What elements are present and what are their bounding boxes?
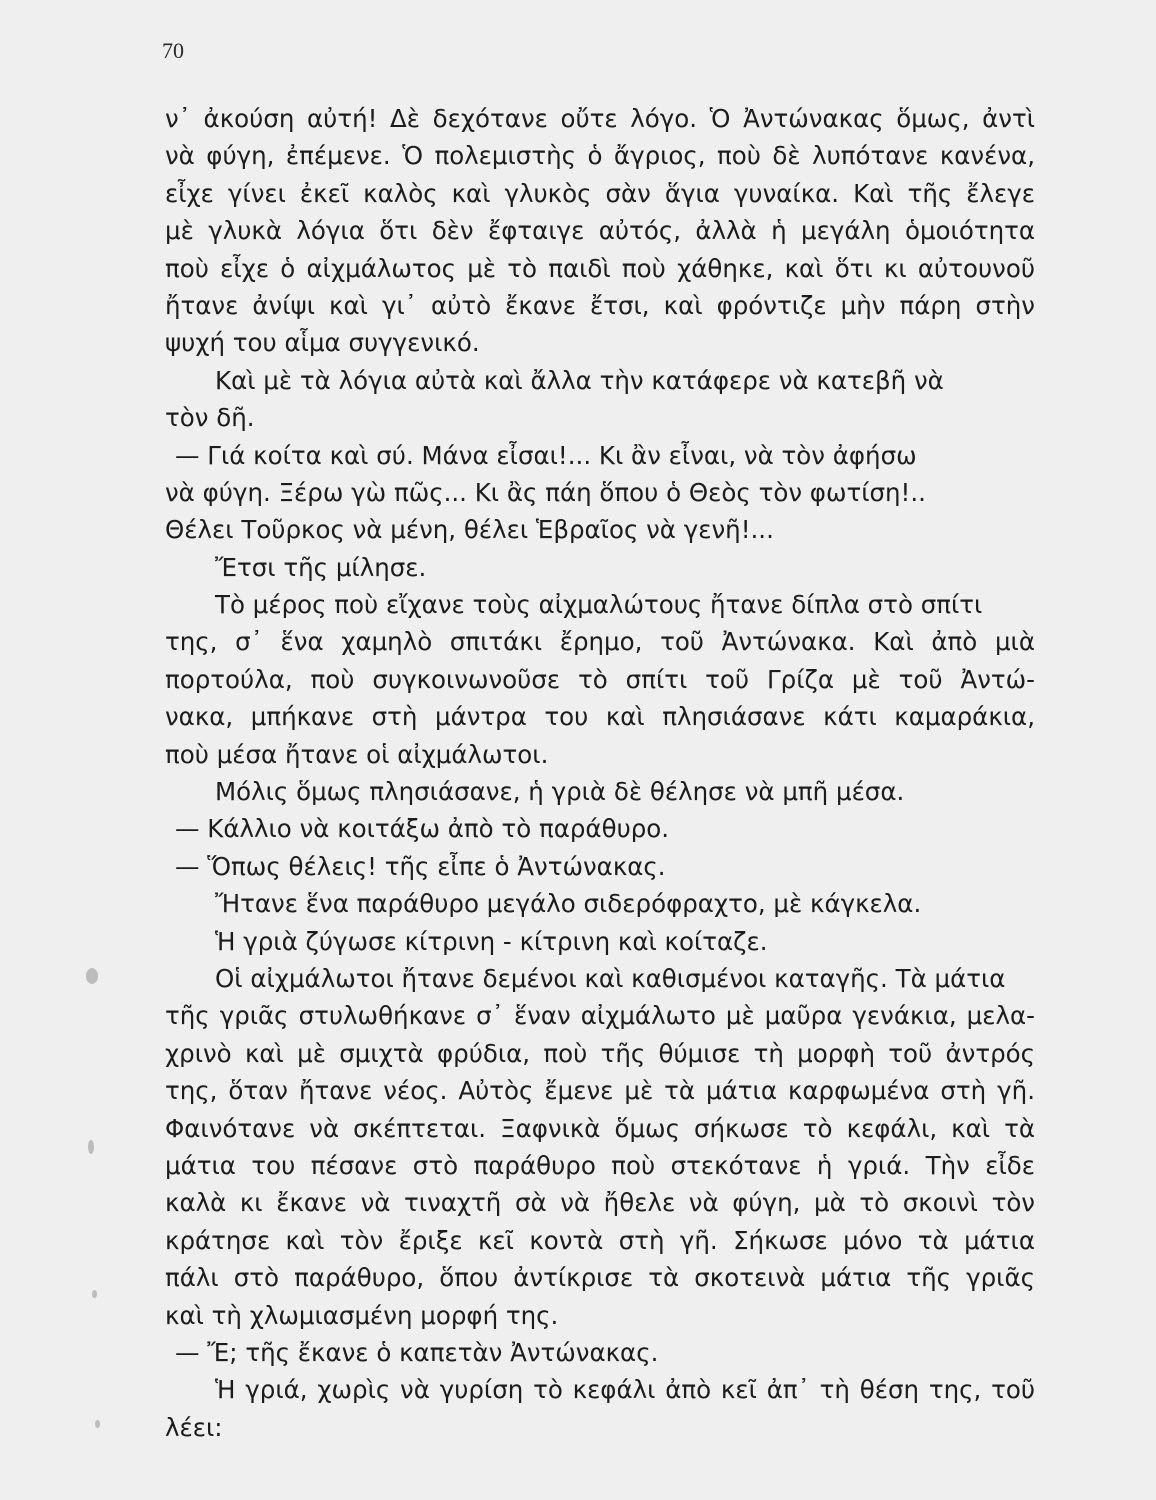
text-line: — Γιά κοίτα καὶ σύ. Μάνα εἶσαι!... Κι ἂν εἶναι, νὰ τὸν ἀφήσω [175, 440, 917, 470]
text-line: — Ὅπως θέλεις! τῆς εἶπε ὁ Ἀντώνακας. [175, 851, 666, 881]
body-text [165, 100, 1035, 1446]
text-line: λέει: [165, 1412, 223, 1442]
text-line: Ἤτανε ἕνα παράθυρο μεγάλο σιδερόφραχτο, μὲ κάγκελα. [215, 889, 922, 919]
text-line: νακα, μπήκανε στὴ μάντρα του καὶ πλησιάσανε κάτι καμαράκια, [165, 702, 1035, 732]
scan-speck [88, 1140, 94, 1154]
scan-speck [92, 1290, 97, 1298]
text-line: Φαινότανε νὰ σκέπτεται. Ξαφνικὰ ὅμως σήκωσε τὸ κεφάλι, καὶ τὰ [165, 1113, 1035, 1143]
text-line: Ἡ γριά, χωρὶς νὰ γυρίση τὸ κεφάλι ἀπὸ κεῖ ἀπ᾽ τὴ θέση της, τοῦ [215, 1375, 1035, 1405]
text-line: εἶχε γίνει ἐκεῖ καλὸς καὶ γλυκὸς σὰν ἅγια γυναίκα. Καὶ τῆς ἔλεγε [165, 178, 1035, 208]
text-line: νὰ φύγη, ἐπέμενε. Ὁ πολεμιστὴς ὁ ἄγριος, ποὺ δὲ λυπότανε κανένα, [165, 141, 1035, 171]
text-line: Καὶ μὲ τὰ λόγια αὐτὰ καὶ ἄλλα τὴν κατάφερε νὰ κατεβῆ νὰ [215, 365, 944, 395]
text-line: ποὺ εἶχε ὁ αἰχμάλωτος μὲ τὸ παιδὶ ποὺ χάθηκε, καὶ ὅτι κι αὐτουνοῦ [165, 253, 1035, 283]
text-line: Μόλις ὅμως πλησιάσανε, ἡ γριὰ δὲ θέλησε νὰ μπῆ μέσα. [215, 777, 905, 807]
text-line: Τὸ μέρος ποὺ εἴχανε τοὺς αἰχμαλώτους ἤτανε δίπλα στὸ σπίτι [215, 590, 983, 620]
text-line: ποὺ μέσα ἤτανε οἱ αἰχμάλωτοι. [165, 739, 549, 769]
scan-speck [95, 1420, 100, 1428]
text-line: της, σ᾽ ἕνα χαμηλὸ σπιτάκι ἔρημο, τοῦ Ἀντώνακα. Καὶ ἀπὸ μιὰ [165, 627, 1035, 657]
text-line: — Ἔ; τῆς ἔκανε ὁ καπετὰν Ἀντώνακας. [175, 1337, 659, 1367]
scan-speck [86, 968, 98, 984]
text-line: Οἱ αἰχμάλωτοι ἤτανε δεμένοι καὶ καθισμένοι καταγῆς. Τὰ μάτια [215, 963, 1006, 993]
text-line: τῆς γριᾶς στυλωθήκανε σ᾽ ἕναν αἰχμάλωτο μὲ μαῦρα γενάκια, μελα- [165, 1001, 1035, 1031]
text-line: νὰ φύγη. Ξέρω γὼ πῶς... Κι ἂς πάη ὅπου ὁ Θεὸς τὸν φωτίση!.. [165, 477, 926, 507]
text-line: ψυχή του αἷμα συγγενικό. [165, 328, 480, 358]
text-line: της, ὅταν ἤτανε νέος. Αὐτὸς ἔμενε μὲ τὰ μάτια καρφωμένα στὴ γῆ. [165, 1076, 1035, 1106]
text-line: καλὰ κι ἔκανε νὰ τιναχτῆ σὰ νὰ ἤθελε νὰ φύγη, μὰ τὸ σκοινὶ τὸν [165, 1188, 1035, 1218]
text-line: κράτησε καὶ τὸν ἔριξε κεῖ κοντὰ στὴ γῆ. Σήκωσε μόνο τὰ μάτια [165, 1225, 1035, 1255]
text-line: — Κάλλιο νὰ κοιτάξω ἀπὸ τὸ παράθυρο. [175, 814, 670, 844]
page-number: 70 [162, 38, 184, 63]
text-line: μὲ γλυκὰ λόγια ὅτι δὲν ἔφταιγε αὐτός, ἀλλὰ ἡ μεγάλη ὁμοιότητα [165, 216, 1035, 246]
text-line: πάλι στὸ παράθυρο, ὅπου ἀντίκρισε τὰ σκοτεινὰ μάτια τῆς γριᾶς [165, 1263, 1035, 1293]
text-line: Ἡ γριὰ ζύγωσε κίτρινη - κίτρινη καὶ κοίταζε. [215, 926, 768, 956]
text-line: Ἔτσι τῆς μίλησε. [215, 552, 427, 582]
text-line: Θέλει Τοῦρκος νὰ μένη, θέλει Ἑβραῖος νὰ γενῆ!... [165, 515, 774, 545]
text-line: πορτούλα, ποὺ συγκοινωνοῦσε τὸ σπίτι τοῦ Γρίζα μὲ τοῦ Ἀντώ- [165, 664, 1035, 694]
text-line: ν᾽ ἀκούση αὐτή! Δὲ δεχότανε οὔτε λόγο. Ὁ Ἀντώνακας ὅμως, ἀντὶ [165, 104, 1035, 133]
text-line: καὶ τὴ χλωμιασμένη μορφή της. [165, 1300, 559, 1330]
text-line: ἤτανε ἀνίψι καὶ γι᾽ αὐτὸ ἔκανε ἔτσι, καὶ φρόντιζε μὴν πάρη στὴν [165, 290, 1035, 320]
text-line: μάτια του πέσανε στὸ παράθυρο ποὺ στεκότανε ἡ γριά. Τὴν εἶδε [165, 1150, 1035, 1180]
text-line: τὸν δῆ. [165, 403, 255, 433]
text-line: χρινὸ καὶ μὲ σμιχτὰ φρύδια, ποὺ τῆς θύμισε τὴ μορφὴ τοῦ ἀντρός [165, 1038, 1035, 1068]
